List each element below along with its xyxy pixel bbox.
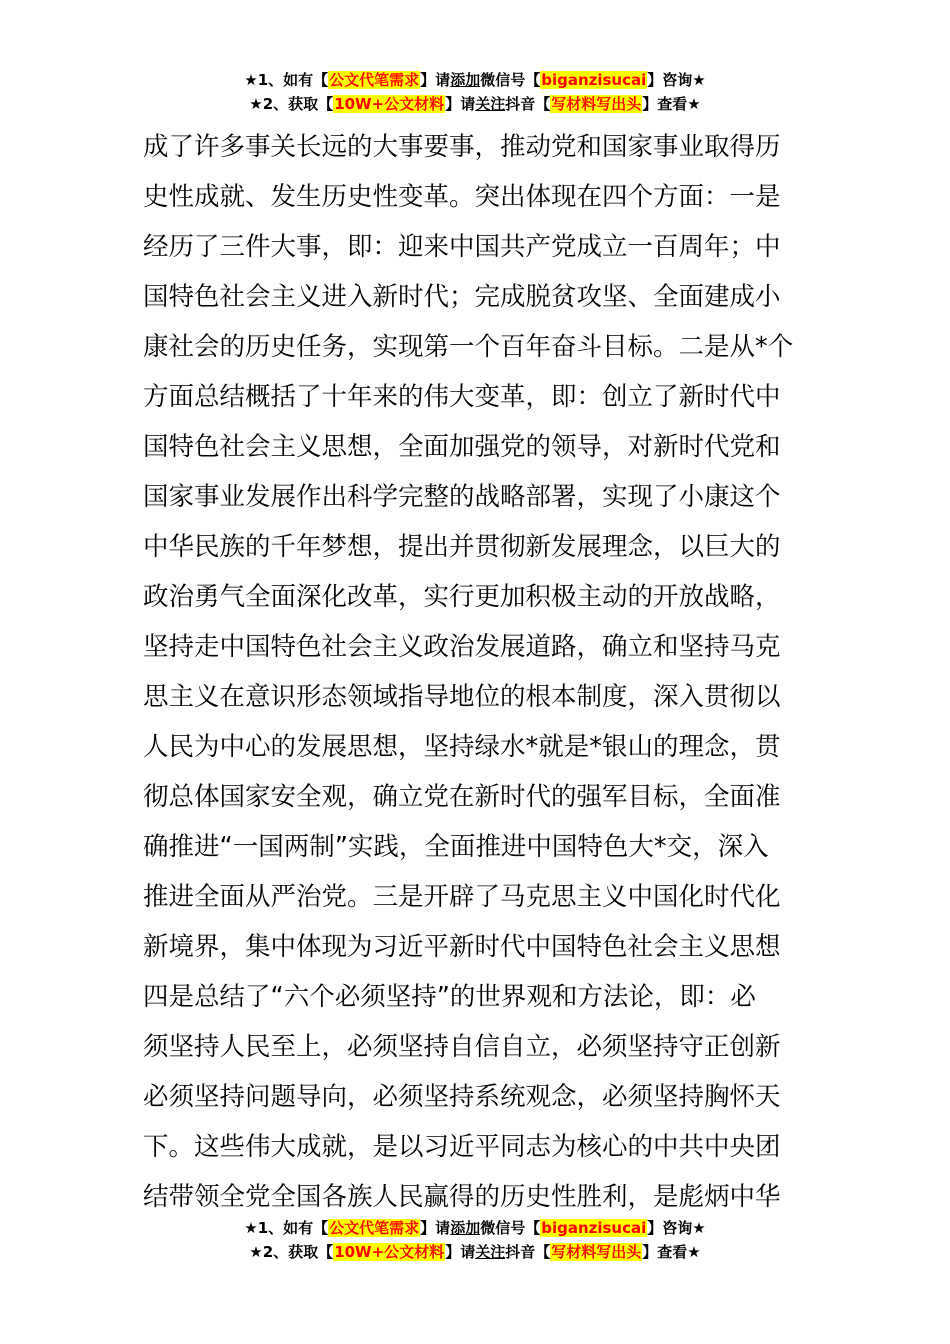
banner-text: 抖音【 [505,95,551,113]
body-line: 国家事业发展作出科学完整的战略部署，实现了小康这个 [143,482,781,512]
body-line: 成了许多事关长远的大事要事，推动党和国家事业取得历 [143,132,781,162]
banner-text: 微信号【 [480,1219,541,1237]
banner-highlight: 公文代笔需求 [329,1219,420,1237]
banner-text: 】请 [420,1219,451,1237]
banner-text: 】咨询★ [647,71,706,89]
banner-highlight: biganzisucai [541,1219,647,1237]
body-line: 须坚持人民至上，必须坚持自信自立，必须坚持守正创新 [143,1032,781,1062]
banner-text: 】请 [420,71,451,89]
body-line: 坚持走中国特色社会主义政治发展道路，确立和坚持马克 [143,632,781,662]
body-line: 国特色社会主义进入新时代；完成脱贫攻坚、全面建成小 [143,282,781,312]
banner-text: 】请 [445,1243,476,1261]
banner-text: ★2、获取【 [249,1243,334,1261]
banner-text: 】请 [445,95,476,113]
body-line: 新境界，集中体现为习近平新时代中国特色社会主义思想 [143,932,781,962]
header-banner-line-1 [0,68,950,92]
body-line: 经历了三件大事，即：迎来中国共产党成立一百周年；中 [143,232,781,262]
body-line: 人民为中心的发展思想，坚持绿水*就是*银山的理念，贯 [143,732,781,762]
banner-text: ★1、如有【 [244,1219,329,1237]
footer-banner-line-2 [0,1240,950,1264]
body-line: 下。这些伟大成就，是以习近平同志为核心的中共中央团 [143,1132,781,1162]
body-line: 史性成就、发生历史性变革。突出体现在四个方面：一是 [143,182,781,212]
body-line: 中华民族的千年梦想，提出并贯彻新发展理念，以巨大的 [143,532,781,562]
footer-banner [0,1216,950,1264]
header-banner [0,68,950,116]
banner-highlight: 公文代笔需求 [329,71,420,89]
footer-banner-line-1 [0,1216,950,1240]
banner-text: ★1、如有【 [244,71,329,89]
banner-underlined-text: 添加 [450,1219,481,1237]
body-line: 康社会的历史任务，实现第一个百年奋斗目标。二是从*个 [143,332,794,362]
body-line: 思主义在意识形态领域指导地位的根本制度，深入贯彻以 [143,682,781,712]
body-line: 政治勇气全面深化改革，实行更加积极主动的开放战略， [143,582,781,612]
document-body [143,122,813,1222]
banner-text: 】咨询★ [647,1219,706,1237]
header-banner-line-2 [0,92,950,116]
body-line: 国特色社会主义思想，全面加强党的领导，对新时代党和 [143,432,781,462]
banner-highlight: 10W+公文材料 [334,1243,445,1261]
banner-highlight: biganzisucai [541,71,647,89]
banner-text: 微信号【 [480,71,541,89]
body-line: 推进全面从严治党。三是开辟了马克思主义中国化时代化 [143,882,781,912]
banner-highlight: 写材料写出头 [551,95,642,113]
banner-text: ★2、获取【 [249,95,334,113]
banner-underlined-text: 添加 [450,71,481,89]
banner-highlight: 写材料写出头 [551,1243,642,1261]
banner-highlight: 10W+公文材料 [334,95,445,113]
banner-text: 】查看★ [642,95,701,113]
body-line: 彻总体国家安全观，确立党在新时代的强军目标，全面准 [143,782,781,812]
banner-text: 抖音【 [505,1243,551,1261]
body-line: 四是总结了“六个必须坚持”的世界观和方法论，即：必 [143,982,756,1012]
banner-text: 】查看★ [642,1243,701,1261]
body-line: 方面总结概括了十年来的伟大变革，即：创立了新时代中 [143,382,781,412]
body-line: 必须坚持问题导向，必须坚持系统观念，必须坚持胸怀天 [143,1082,781,1112]
body-line: 结带领全党全国各族人民赢得的历史性胜利，是彪炳中华 [143,1182,781,1212]
banner-underlined-text: 关注 [475,1243,506,1261]
banner-underlined-text: 关注 [475,95,506,113]
body-line: 确推进“一国两制”实践，全面推进中国特色大*交，深入 [143,832,769,862]
